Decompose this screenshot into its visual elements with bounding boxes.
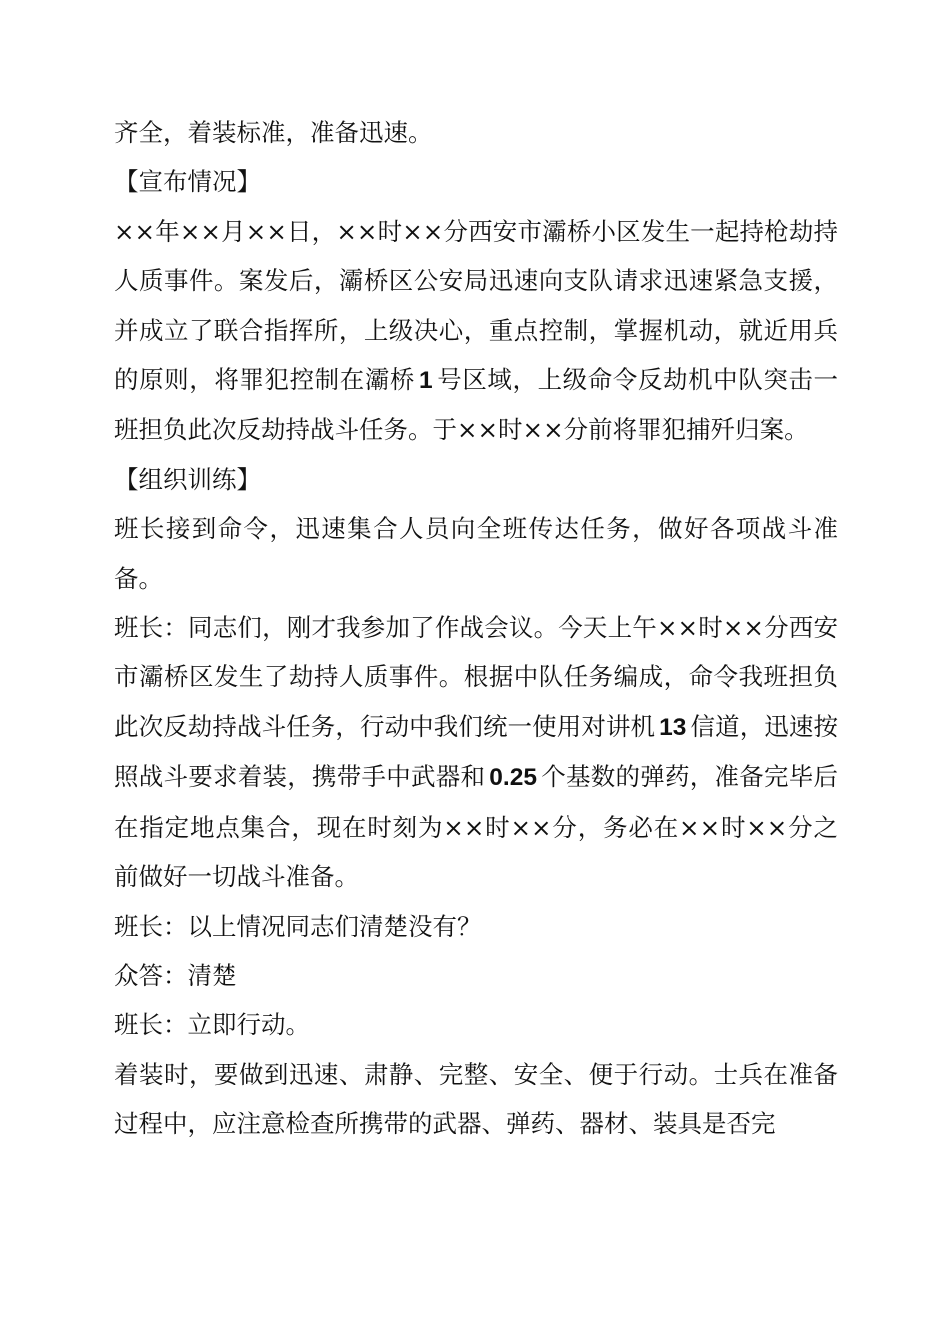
situation-text-part-2: 号区域，上级命令反劫机中队突击一班担负此次反劫持战斗任务。于××时××分前将罪犯捕歼归案。 <box>114 365 839 445</box>
section-heading-organize-training: 【组织训练】 <box>114 464 261 494</box>
paragraph-leader-question: 班长：以上情况同志们清楚没有？ <box>114 911 482 941</box>
briefing-text-part-3: 个基数的弹药，准备完毕后在指定地点集合，现在时刻为××时××分，务必在××时××分之前做好一切战斗准备。 <box>114 762 839 892</box>
radio-channel-number: 13 <box>659 713 687 741</box>
section-heading-announce-situation: 【宣布情况】 <box>114 167 261 197</box>
document-page <box>114 108 838 1149</box>
paragraph-dressing-requirements: 着装时，要做到迅速、肃静、完整、安全、便于行动。士兵在准备过程中，应注意检查所携带的武器、弹药、器材、装具是否完 <box>114 1059 838 1139</box>
paragraph-leader-command: 班长：立即行动。 <box>114 1010 310 1040</box>
paragraph-squad-leader-briefing <box>114 603 838 901</box>
briefing-text-part-2: 信道，迅速按照战斗要求着装，携带手中武器和 <box>114 711 839 792</box>
ammo-ratio-number: 0.25 <box>489 764 537 792</box>
paragraph-group-answer: 众答：清楚 <box>114 960 237 990</box>
zone-number: 1 <box>419 367 433 395</box>
briefing-text-part-1: 班长：同志们，刚才我参加了作战会议。今天上午××时××分西安市灞桥区发生了劫持人质事件。根据中队任务编成，命令我班担负此次反劫持战斗任务，行动中我们统一使用对讲机 <box>114 613 838 741</box>
situation-text-part-1: ××年××月××日，××时××分西安市灞桥小区发生一起持枪劫持人质事件。案发后，灞桥区公安局迅速向支队请求迅速紧急支援，并成立了联合指挥所，上级决心，重点控制，掌握机动，就近用兵的原则，将罪犯控制在灞桥 <box>114 216 838 395</box>
paragraph-receive-order: 班长接到命令，迅速集合人员向全班传达任务，做好各项战斗准备。 <box>114 514 838 593</box>
paragraph-situation <box>114 207 838 455</box>
paragraph-continuation: 齐全，着装标准，准备迅速。 <box>114 118 433 147</box>
